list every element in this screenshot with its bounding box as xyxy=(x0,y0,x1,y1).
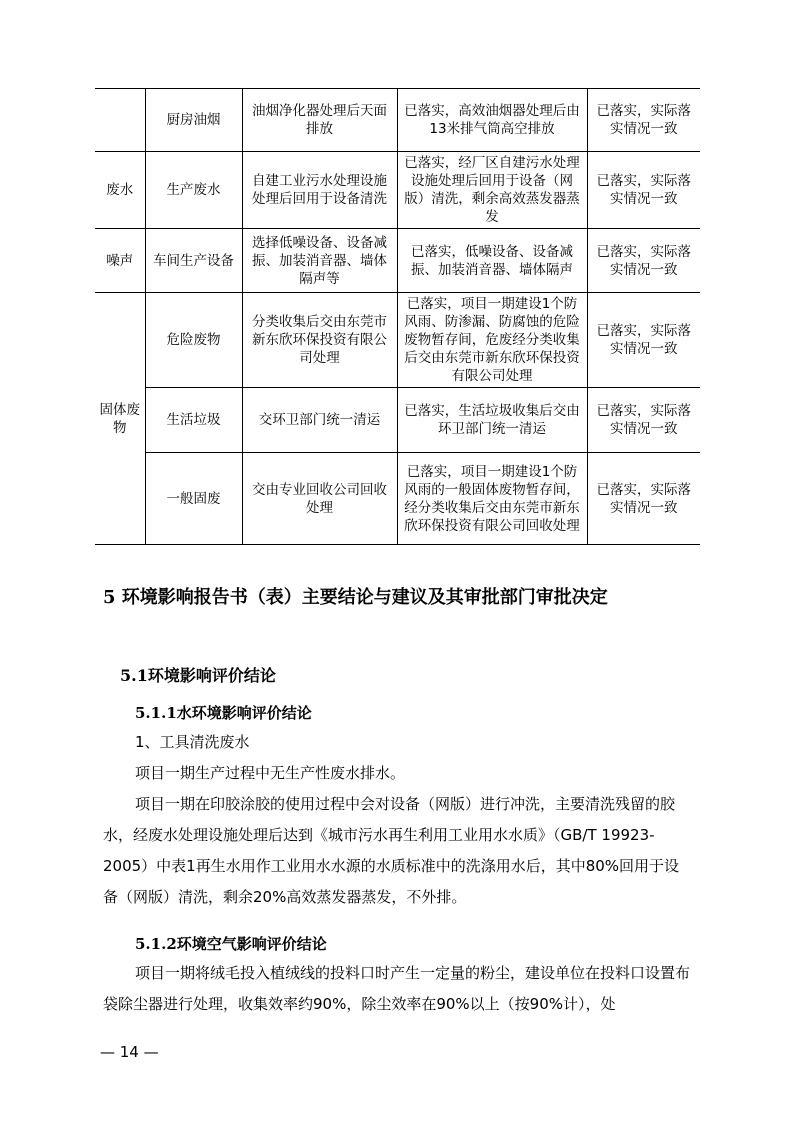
measure-cell: 交由专业回收公司回收处理 xyxy=(242,453,397,545)
subsubsection-title: 5.1.2环境空气影响评价结论 xyxy=(135,935,327,953)
result-cell: 已落实，实际落实情况一致 xyxy=(587,388,700,453)
list-item: 1、工具清洗废水 xyxy=(135,733,250,751)
result-cell: 已落实，实际落实情况一致 xyxy=(587,293,700,388)
subsection-title: 5.1环境影响评价结论 xyxy=(120,666,276,685)
status-cell: 已落实，高效油烟器处理后由13米排气筒高空排放 xyxy=(397,89,587,152)
status-cell: 已落实，低噪设备、设备减振、加装消音器、墙体隔声 xyxy=(397,229,587,293)
table-row xyxy=(95,293,700,388)
paragraph: 项目一期在印胶涂胶的使用过程中会对设备（网版）进行冲洗，主要清洗残留的胶水，经废水处理设施处理后达到《城市污水再生利用工业用水水质》（GB/T 19923-2005）中表1再生水用作工业用水水源的水质标准中的洗涤用水后，其中80%回用于设备（网版）清洗，剩余20%高效蒸发器蒸发，不外排。 xyxy=(103,795,680,906)
status-cell: 已落实，经厂区自建污水处理设施处理后回用于设备（网版）清洗，剩余高效蒸发器蒸发 xyxy=(397,152,587,229)
result-cell: 已落实，实际落实情况一致 xyxy=(587,229,700,293)
status-cell: 已落实，项目一期建设1个防风雨、防渗漏、防腐蚀的危险废物暂存间，危废经分类收集后交由东莞市新东欣环保投资有限公司处理 xyxy=(397,293,587,388)
table-row xyxy=(95,152,700,229)
table-row xyxy=(95,89,700,152)
table-row xyxy=(95,229,700,293)
status-cell: 已落实，项目一期建设1个防风雨的一般固体废物暂存间，经分类收集后交由东莞市新东欣环保投资有限公司回收处理 xyxy=(397,453,587,545)
category-cell: 固体废物 xyxy=(95,293,145,545)
paragraph: 项目一期生产过程中无生产性废水排水。 xyxy=(135,764,406,782)
measure-cell: 分类收集后交由东莞市新东欣环保投资有限公司处理 xyxy=(242,293,397,388)
item-cell: 车间生产设备 xyxy=(145,229,242,293)
item-cell: 危险废物 xyxy=(145,293,242,388)
status-cell: 已落实，生活垃圾收集后交由环卫部门统一清运 xyxy=(397,388,587,453)
paragraph: 项目一期将绒毛投入植绒线的投料口时产生一定量的粉尘，建设单位在投料口设置布袋除尘器进行处理，收集效率约90%，除尘效率在90%以上（按90%计），处 xyxy=(103,964,691,1013)
measure-cell: 自建工业污水处理设施处理后回用于设备清洗 xyxy=(242,152,397,229)
result-cell: 已落实，实际落实情况一致 xyxy=(587,89,700,152)
category-cell: 噪声 xyxy=(95,229,145,293)
result-cell: 已落实，实际落实情况一致 xyxy=(587,453,700,545)
result-cell: 已落实，实际落实情况一致 xyxy=(587,152,700,229)
item-cell: 厨房油烟 xyxy=(145,89,242,152)
subsubsection-title: 5.1.1水环境影响评价结论 xyxy=(135,704,312,722)
category-cell xyxy=(95,89,145,152)
measures-table xyxy=(95,88,700,545)
item-cell: 生产废水 xyxy=(145,152,242,229)
measure-cell: 选择低噪设备、设备减振、加装消音器、墙体隔声等 xyxy=(242,229,397,293)
item-cell: 生活垃圾 xyxy=(145,388,242,453)
table-row xyxy=(95,388,700,453)
item-cell: 一般固废 xyxy=(145,453,242,545)
page-number: — 14 — xyxy=(100,1043,159,1061)
measure-cell: 油烟净化器处理后天面排放 xyxy=(242,89,397,152)
measure-cell: 交环卫部门统一清运 xyxy=(242,388,397,453)
section-title: 5 环境影响报告书（表）主要结论与建议及其审批部门审批决定 xyxy=(103,587,608,608)
category-cell: 废水 xyxy=(95,152,145,229)
table-row xyxy=(95,453,700,545)
